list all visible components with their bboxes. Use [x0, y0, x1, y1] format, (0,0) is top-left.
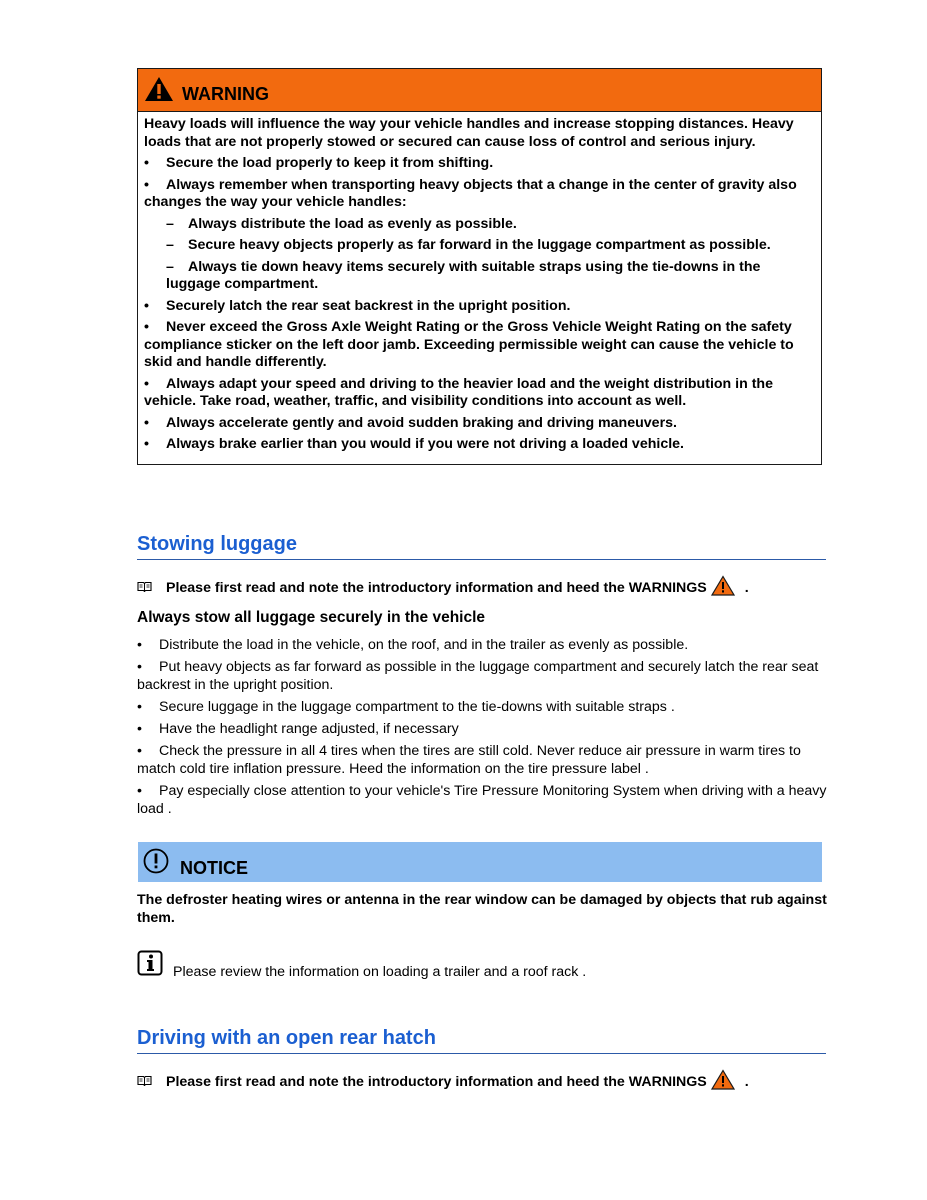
warning-box — [137, 68, 822, 465]
warning-triangle-icon — [144, 76, 174, 107]
list-item: • Check the pressure in all 4 tires when the tires are still cold. Never reduce air pressure in warm tires to match cold tire inflation pressure. Heed the information on the tire pressure label . — [137, 743, 801, 777]
intro-text: Please first read and note the introductory information and heed the WARNINGS — [166, 1073, 707, 1090]
list-item: • Pay especially close attention to your vehicle's Tire Pressure Monitoring System when driving with a heavy load . — [137, 783, 827, 817]
intro-line-hatch — [137, 1069, 749, 1094]
warning-body — [138, 112, 821, 464]
subheading: Always stow all luggage securely in the vehicle — [137, 609, 486, 626]
warning-triangle-icon[interactable] — [711, 575, 735, 600]
warning-title: WARNING — [182, 84, 269, 104]
section-heading-hatch: Driving with an open rear hatch — [137, 1027, 826, 1054]
book-icon — [137, 580, 157, 596]
list-item: • Never exceed the Gross Axle Weight Rating or the Gross Vehicle Weight Rating on the safety compliance sticker on the left door jamb. Exceeding permissible weight can cause the vehicle to skid and handle differently. — [144, 319, 794, 370]
sub-list-item: – Always tie down heavy items securely with suitable straps using the tie-downs in the luggage compartment. — [166, 258, 761, 292]
bullet-icon: • — [137, 659, 142, 675]
sub-list-item: – Secure heavy objects properly as far forward in the luggage compartment as possible. — [166, 237, 771, 253]
list-item: • Secure the load properly to keep it from shifting. — [144, 155, 494, 171]
list-item: • Always remember when transporting heavy objects that a change in the center of gravity also changes the way your vehicle handles: — [144, 176, 797, 210]
dash-icon: – — [166, 258, 174, 275]
info-text: Please review the information on loading a trailer and a roof rack . — [173, 964, 587, 980]
bullet-icon: • — [137, 783, 142, 799]
warning-header — [138, 69, 821, 112]
intro-period: . — [744, 579, 749, 596]
notice-text: The defroster heating wires or antenna in the rear window can be damaged by objects that rub against them. — [137, 892, 827, 926]
section-heading-stowing: Stowing luggage — [137, 533, 826, 560]
list-item: • Always brake earlier than you would if you were not driving a loaded vehicle. — [144, 436, 684, 452]
list-item: • Secure luggage in the luggage compartment to the tie-downs with suitable straps . — [137, 699, 675, 715]
list-item: • Distribute the load in the vehicle, on the roof, and in the trailer as evenly as possible. — [137, 637, 689, 653]
bullet-icon: • — [144, 297, 149, 314]
book-icon — [137, 1074, 157, 1090]
list-item: • Put heavy objects as far forward as possible in the luggage compartment and securely latch the rear seat backrest in the upright position. — [137, 659, 819, 693]
notice-title: NOTICE — [180, 858, 249, 878]
warning-triangle-icon[interactable] — [711, 1069, 735, 1094]
info-note — [137, 950, 586, 980]
list-item: • Always accelerate gently and avoid sudden braking and driving maneuvers. — [144, 414, 677, 431]
info-icon — [137, 950, 163, 980]
bullet-icon: • — [137, 699, 142, 715]
bullet-icon: • — [144, 414, 149, 431]
bullet-icon: • — [144, 319, 149, 335]
bullet-icon: • — [144, 375, 149, 392]
sub-list-item: – Always distribute the load as evenly as possible. — [166, 215, 517, 232]
bullet-icon: • — [144, 436, 149, 452]
intro-period: . — [744, 1073, 749, 1090]
intro-text: Please first read and note the introductory information and heed the WARNINGS — [166, 579, 707, 596]
list-item: • Securely latch the rear seat backrest in the upright position. — [144, 297, 571, 314]
exclamation-circle-icon — [143, 848, 169, 879]
dash-icon: – — [166, 215, 174, 232]
bullet-icon: • — [144, 176, 149, 193]
list-item: • Always adapt your speed and driving to the heavier load and the weight distribution in the vehicle. Take road, weather, traffic, and visibility conditions into account as well. — [144, 375, 773, 409]
bullet-icon: • — [137, 721, 142, 737]
intro-line-stowing — [137, 575, 749, 600]
notice-header — [138, 842, 822, 882]
luggage-list — [137, 636, 827, 822]
bullet-icon: • — [137, 637, 142, 653]
dash-icon: – — [166, 237, 174, 253]
bullet-icon: • — [144, 155, 149, 171]
bullet-icon: • — [137, 743, 142, 759]
list-item: • Have the headlight range adjusted, if necessary — [137, 721, 459, 737]
warning-intro: Heavy loads will influence the way your vehicle handles and increase stopping distances. Heavy loads that are not properly stowed or secured can cause loss of control and serious injury. — [144, 116, 794, 150]
